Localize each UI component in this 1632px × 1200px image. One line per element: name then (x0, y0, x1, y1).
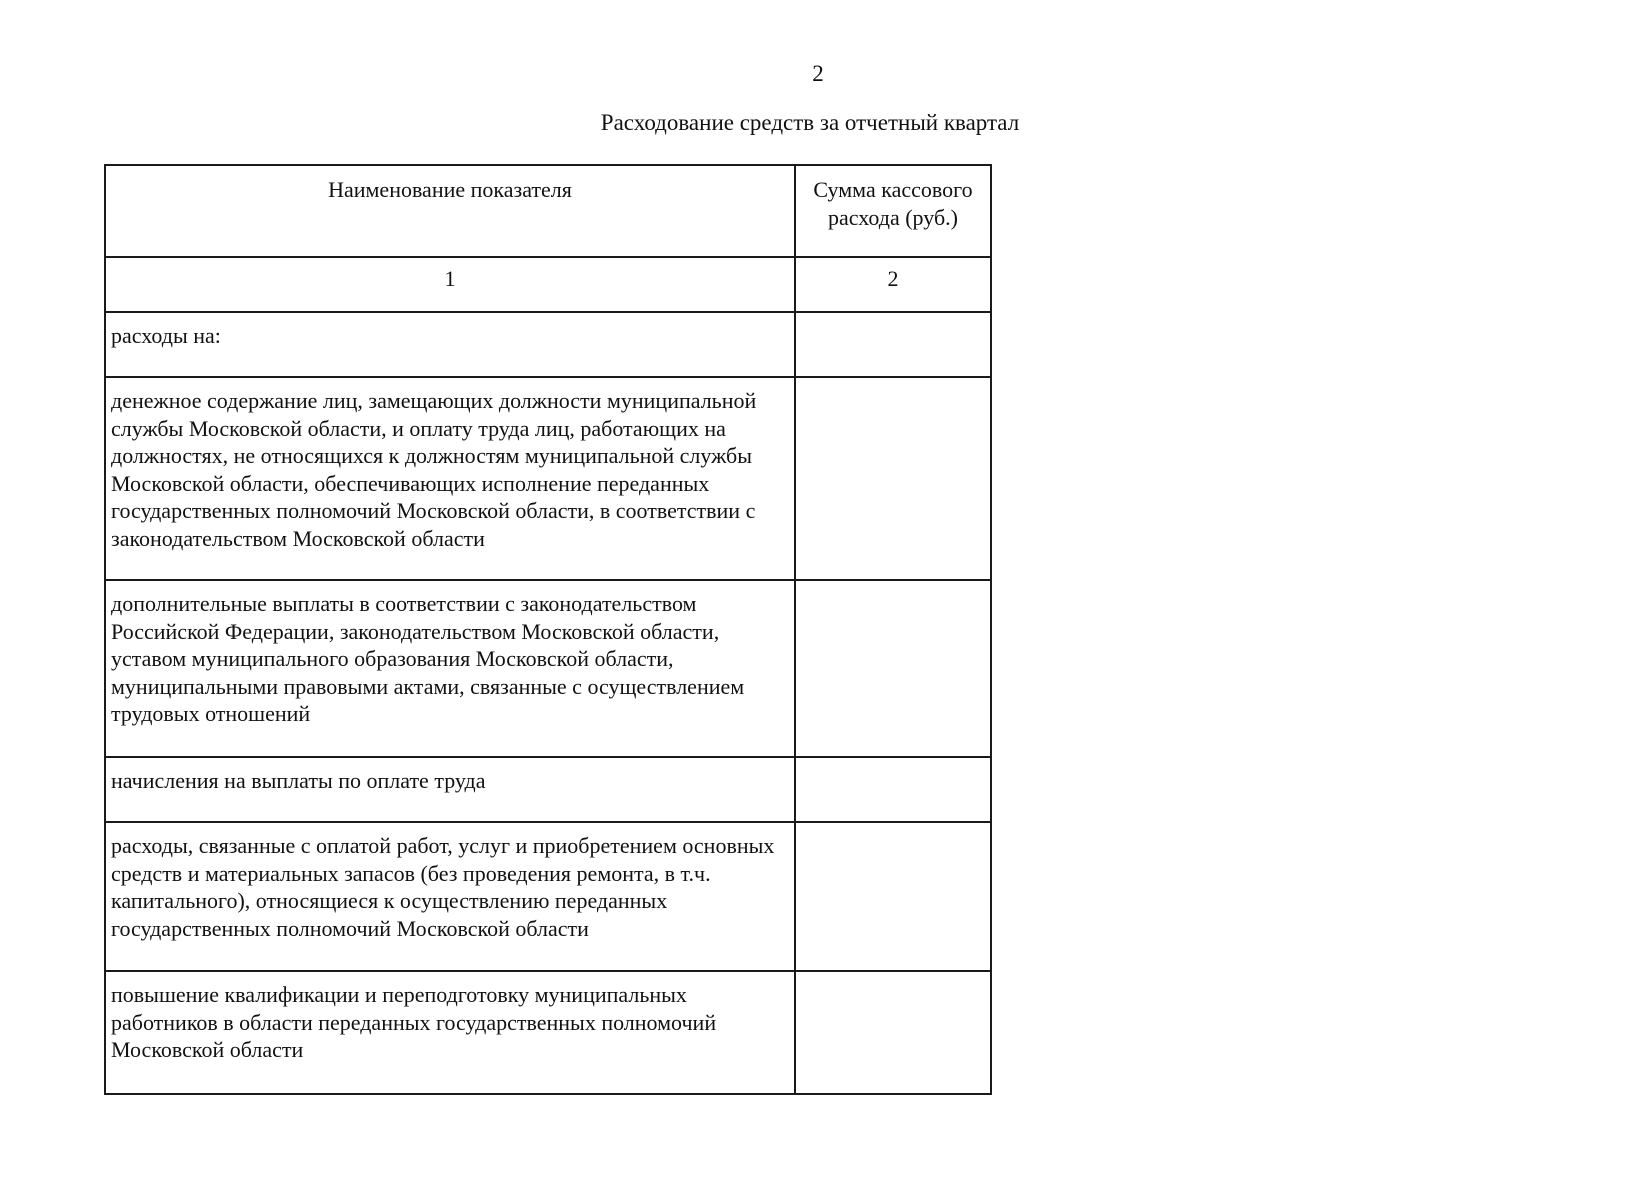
table-row (105, 822, 991, 971)
expenditure-table (104, 164, 992, 1095)
table-row (105, 580, 991, 757)
row-sum-cell (795, 377, 991, 580)
table-row (105, 757, 991, 822)
row-sum-cell (795, 312, 991, 377)
row-sum-cell (795, 971, 991, 1094)
table-header-row (105, 165, 991, 257)
row-label: дополнительные выплаты в соответствии с законодательством Российской Федерации, законодательством Московской области, уставом муниципального образования Московской области, муниципальными правовыми актами, связанные с осуществлением трудовых отношений (105, 580, 795, 757)
column-number-row (105, 257, 991, 312)
table-row (105, 971, 991, 1094)
table-row (105, 377, 991, 580)
row-sum-cell (795, 580, 991, 757)
table-row (105, 312, 991, 377)
page-number: 2 (812, 61, 824, 86)
header-cash-expense-sum: Сумма кассового расхода (руб.) (795, 165, 991, 257)
row-label: повышение квалификации и переподготовку муниципальных работников в области переданных государственных полномочий Московской области (105, 971, 795, 1094)
row-label: начисления на выплаты по оплате труда (105, 757, 795, 822)
document-title: Расходование средств за отчетный квартал (600, 110, 1020, 135)
column-number: 2 (795, 257, 991, 312)
row-label: расходы на: (105, 312, 795, 377)
row-sum-cell (795, 757, 991, 822)
row-sum-cell (795, 822, 991, 971)
row-label: денежное содержание лиц, замещающих должности муниципальной службы Московской области, и оплату труда лиц, работающих на должностях, не относящихся к должностям муниципальной службы Московской области, обеспечивающих исполнение переданных государственных полномочий Московской области, в соответствии с законодательством Московской области (105, 377, 795, 580)
column-number: 1 (105, 257, 795, 312)
header-indicator-name: Наименование показателя (105, 165, 795, 257)
row-label: расходы, связанные с оплатой работ, услуг и приобретением основных средств и материальных запасов (без проведения ремонта, в т.ч. капитального), относящиеся к осуществлению переданных государственных полномочий Московской области (105, 822, 795, 971)
